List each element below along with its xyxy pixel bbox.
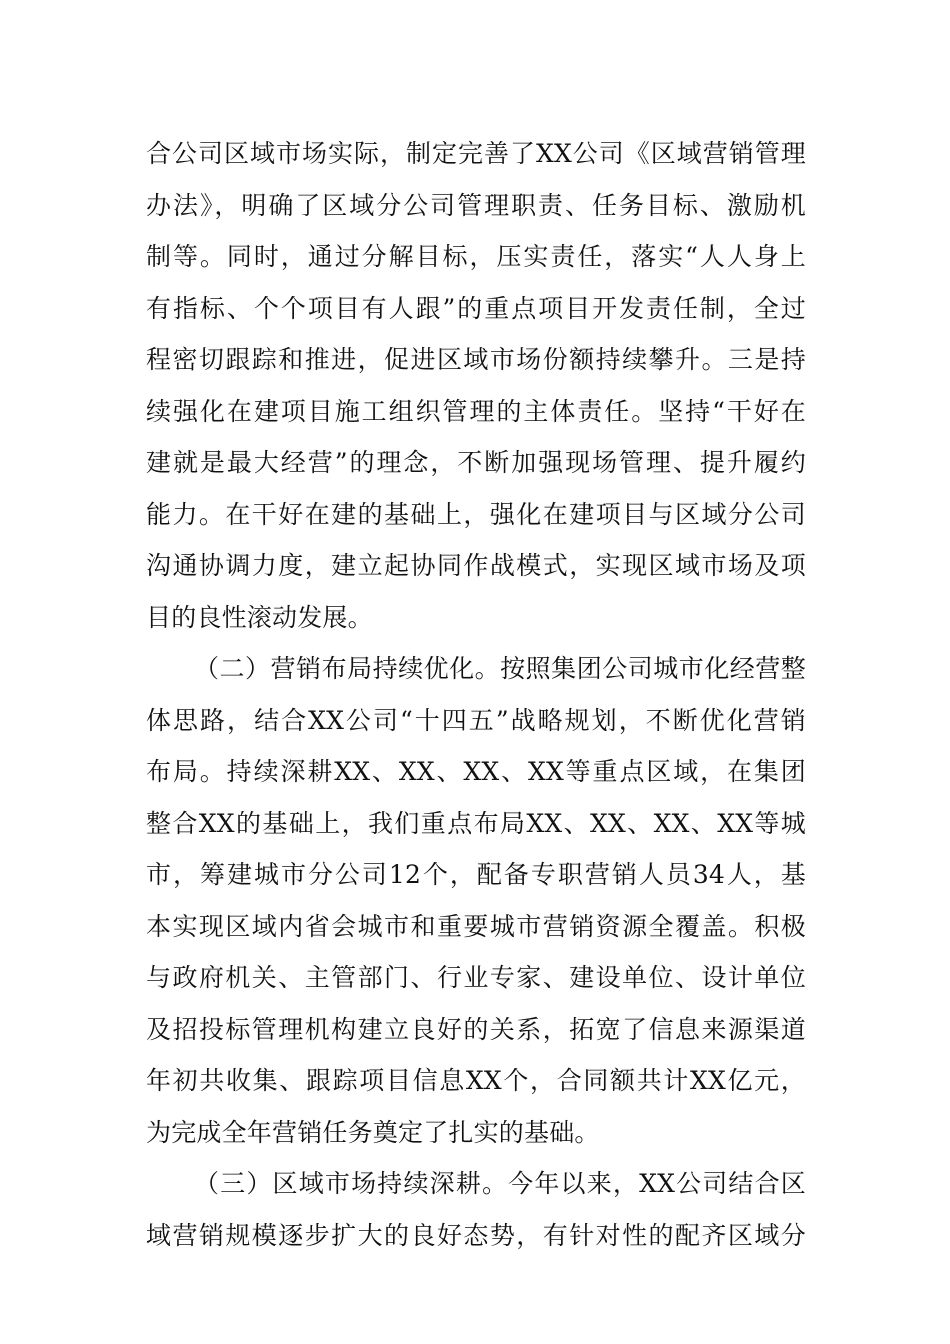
paragraph-line: 建就是最大经营”的理念，不断加强现场管理、提升履约 — [146, 448, 806, 477]
section-heading-line: （三）区域市场持续深耕。今年以来，XX公司结合区 — [194, 1169, 806, 1198]
paragraph-line: 及招投标管理机构建立良好的关系，拓宽了信息来源渠道 — [146, 1014, 806, 1044]
paragraph-line: 本实现区域内省会城市和重要城市营销资源全覆盖。积极 — [146, 911, 806, 941]
document-body — [146, 128, 806, 1261]
paragraph-line: 布局。持续深耕XX、XX、XX、XX等重点区域，在集团 — [146, 757, 806, 786]
paragraph-line: 程密切跟踪和推进，促进区域市场份额持续攀升。三是持 — [146, 345, 806, 374]
paragraph-line: 为完成全年营销任务奠定了扎实的基础。 — [146, 1117, 600, 1147]
paragraph-line: 目的良性滚动发展。 — [146, 602, 373, 632]
paragraph-line: 与政府机关、主管部门、行业专家、建设单位、设计单位 — [146, 963, 806, 992]
section-heading-line: （二）营销布局持续优化。按照集团公司城市化经营整 — [194, 654, 806, 683]
paragraph-line: 年初共收集、跟踪项目信息XX个，合同额共计XX亿元， — [146, 1066, 806, 1095]
paragraph-line: 合公司区域市场实际，制定完善了XX公司《区域营销管理 — [146, 139, 806, 168]
paragraph-line: 制等。同时，通过分解目标，压实责任，落实“人人身上 — [146, 242, 806, 271]
paragraph-line: 整合XX的基础上，我们重点布局XX、XX、XX、XX等城 — [146, 808, 806, 838]
paragraph-line: 体思路，结合XX公司“十四五”战略规划，不断优化营销 — [146, 705, 806, 735]
paragraph-line: 续强化在建项目施工组织管理的主体责任。坚持“干好在 — [146, 396, 806, 426]
paragraph-line: 能力。在干好在建的基础上，强化在建项目与区域分公司 — [146, 499, 806, 529]
paragraph-line: 有指标、个个项目有人跟”的重点项目开发责任制，全过 — [146, 293, 806, 323]
paragraph-line: 办法》，明确了区域分公司管理职责、任务目标、激励机 — [146, 190, 806, 220]
paragraph-line: 市，筹建城市分公司12个，配备专职营销人员34人，基 — [146, 860, 806, 889]
paragraph-line: 域营销规模逐步扩大的良好态势，有针对性的配齐区域分 — [146, 1220, 806, 1250]
paragraph-line: 沟通协调力度，建立起协同作战模式，实现区域市场及项 — [146, 551, 806, 580]
